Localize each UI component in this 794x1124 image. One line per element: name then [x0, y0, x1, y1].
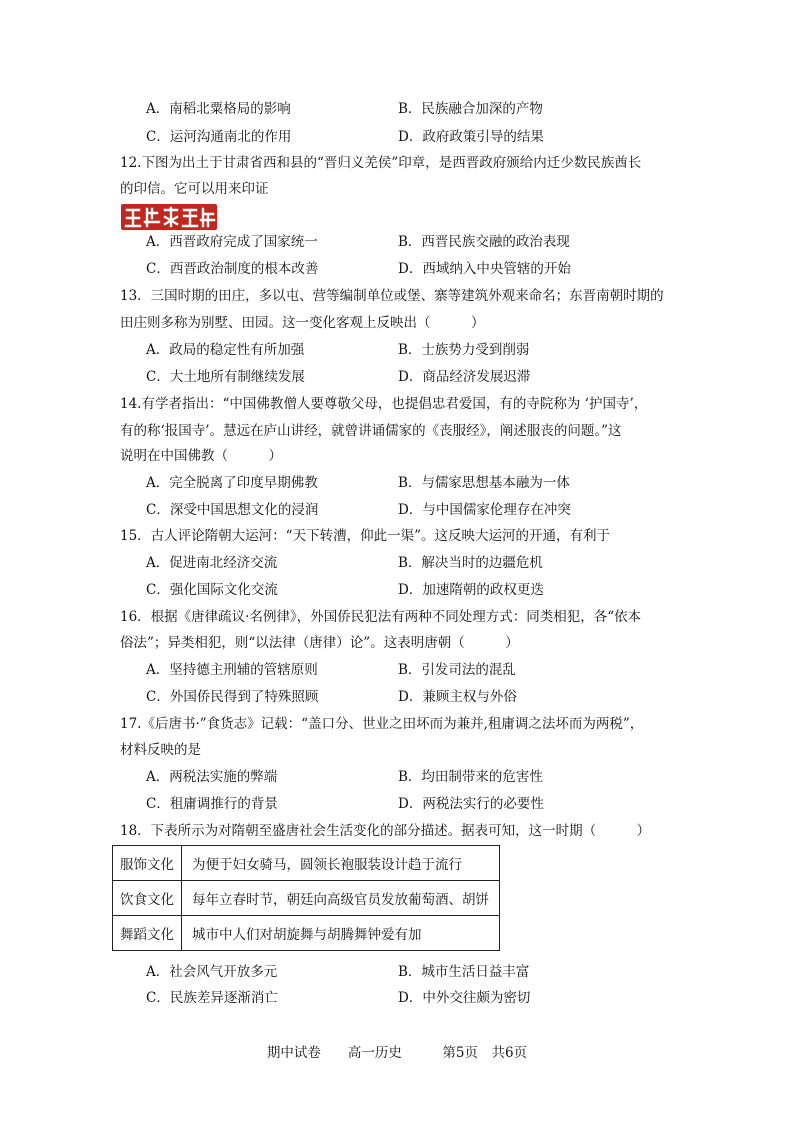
- q18-option-b: B．城市生活日益丰富: [398, 964, 530, 980]
- table-cell-description: 城市中人们对胡旋舞与胡腾舞钟爱有加: [182, 916, 500, 951]
- q12-stem-line1: 12.下图为出土于甘肃省西和县的“晋归义羌侯”印章，是西晋政府颁给内迁少数民族酋长: [120, 155, 642, 171]
- table-cell-category: 舞蹈文化: [113, 916, 182, 951]
- q12-option-d: D．西域纳入中央管辖的开始: [398, 261, 571, 277]
- table-row: [113, 916, 500, 951]
- q17-option-b: B．均田制带来的危害性: [398, 769, 543, 785]
- q12-option-a: A．西晋政府完成了国家统一: [146, 234, 318, 250]
- q14-stem-line2: 有的称‘报国寺’。慧远在庐山讲经，就曾讲诵儒家的《丧服经》，阐述服丧的问题。”这: [120, 423, 622, 439]
- q16-option-c: C．外国侨民得到了特殊照顾: [146, 689, 319, 705]
- q17-option-a: A．两税法实施的弊端: [146, 769, 278, 785]
- q15-stem-line1: 15．古人评论隋朝大运河：“天下转漕，仰此一渠”。这反映大运河的开通，有利于: [120, 528, 610, 544]
- q14-option-d: D．与中国儒家伦理存在冲突: [398, 502, 571, 518]
- q13-option-b: B．士族势力受到削弱: [398, 342, 530, 358]
- q17-stem-line2: 材料反映的是: [120, 742, 201, 758]
- q17-option-c: C．租庸调推行的背景: [146, 796, 278, 812]
- q13-option-d: D．商品经济发展迟滞: [398, 369, 531, 385]
- q14-stem-line3: 说明在中国佛教（ ）: [120, 448, 282, 464]
- q12-option-b: B．西晋民族交融的政治表现: [398, 234, 570, 250]
- q15-option-a: A．促进南北经济交流: [146, 555, 278, 571]
- q11-option-d: D．政府政策引导的结果: [398, 129, 544, 145]
- q17-stem-line1: 17.《后唐书·”食货志》记载：“盖口分、世业之田坏而为兼并,租庸调之法坏而为两税”，: [120, 716, 644, 732]
- q16-stem-line2: 俗法”；异类相犯，则“以法律（唐律）论”。这表明唐朝（ ）: [120, 635, 519, 651]
- q18-option-d: D．中外交往颇为密切: [398, 990, 531, 1006]
- page-footer: [0, 1043, 794, 1063]
- q14-stem-line1: 14.有学者指出：“中国佛教僧人要尊敬父母，也提倡忠君爱国，有的寺院称为 ‘护国寺’，: [120, 396, 648, 412]
- q14-option-b: B．与儒家思想基本融为一体: [398, 475, 570, 491]
- footer-page: 第5页: [442, 1045, 478, 1061]
- q13-stem-line2: 田庄则多称为别墅、田园。这一变化客观上反映出（ ）: [120, 315, 485, 331]
- table-cell-description: 每年立春时节，朝廷向高级官员发放葡萄酒、胡饼: [182, 881, 500, 916]
- footer-subject: 高一历史: [347, 1045, 402, 1061]
- q18-option-c: C．民族差异逐渐消亡: [146, 990, 278, 1006]
- q13-stem-line1: 13．三国时期的田庄，多以屯、营等编制单位或堡、寨等建筑外观来命名；东晋南朝时期的: [120, 288, 664, 304]
- q16-option-b: B．引发司法的混乱: [398, 662, 516, 678]
- q15-option-b: B．解决当时的边疆危机: [398, 555, 543, 571]
- social-life-table: [112, 845, 500, 951]
- q14-option-c: C．深受中国思想文化的浸润: [146, 502, 319, 518]
- q18-option-a: A．社会风气开放多元: [146, 964, 278, 980]
- q11-option-b: B．民族融合加深的产物: [398, 101, 543, 117]
- q17-option-d: D．两税法实行的必要性: [398, 796, 544, 812]
- footer-exam: 期中试卷: [266, 1045, 321, 1061]
- q11-option-a: A．南稻北粟格局的影响: [146, 101, 291, 117]
- table-cell-description: 为便于妇女骑马，圆领长袍服装设计趋于流行: [182, 846, 500, 881]
- q15-option-c: C．强化国际文化交流: [146, 582, 278, 598]
- q13-option-a: A．政局的稳定性有所加强: [146, 342, 305, 358]
- q14-option-a: A．完全脱离了印度早期佛教: [146, 475, 318, 491]
- table-row: [113, 846, 500, 881]
- q12-stem-line2: 的印信。它可以用来印证: [120, 181, 269, 197]
- footer-total: 共6页: [491, 1045, 528, 1061]
- q13-option-c: C．大土地所有制继续发展: [146, 369, 305, 385]
- q18-stem-line1: 18．下表所示为对隋朝至盛唐社会生活变化的部分描述。据表可知，这一时期（ ）: [120, 823, 651, 839]
- table-cell-category: 饮食文化: [113, 881, 182, 916]
- q16-option-a: A．坚持德主刑辅的管辖原则: [146, 662, 318, 678]
- q11-option-c: C．运河沟通南北的作用: [146, 129, 292, 145]
- q12-option-c: C．西晋政治制度的根本改善: [146, 261, 319, 277]
- q16-stem-line1: 16．根据《唐律疏议·名例律》，外国侨民犯法有两种不同处理方式：同类相犯，各“依本: [120, 609, 642, 625]
- seal-image: [121, 204, 217, 230]
- table-cell-category: 服饰文化: [113, 846, 182, 881]
- table-row: [113, 881, 500, 916]
- q16-option-d: D．兼顾主权与外俗: [398, 689, 517, 705]
- q15-option-d: D．加速隋朝的政权更迭: [398, 582, 544, 598]
